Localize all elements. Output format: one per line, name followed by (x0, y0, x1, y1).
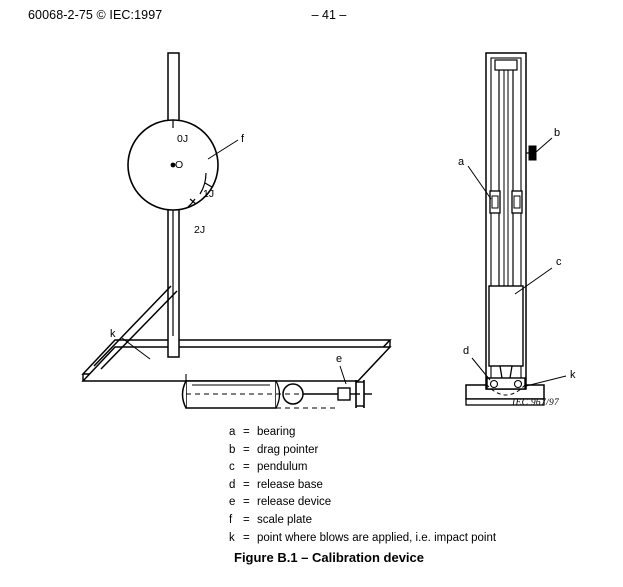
label-a: a (458, 156, 465, 168)
figure-illustration (0, 36, 623, 416)
figure-legend (229, 424, 496, 547)
pivot-mark: O (175, 159, 184, 171)
legend-key: f (229, 513, 233, 526)
legend-item (229, 442, 496, 460)
label-b: b (554, 127, 561, 139)
legend-item (229, 494, 496, 512)
label-k-left: k (110, 328, 116, 340)
legend-text: bearing (257, 426, 296, 438)
legend-key: c (229, 461, 235, 474)
scale-mark-2j: 2J (194, 224, 206, 236)
legend-item (229, 424, 496, 442)
page-header (0, 8, 623, 28)
legend-item (229, 530, 496, 548)
label-e: e (336, 353, 343, 365)
calibration-device-drawing (0, 36, 623, 416)
legend-equals: = (243, 443, 250, 456)
label-d: d (463, 345, 470, 357)
legend-key: a (229, 426, 236, 438)
label-f: f (241, 133, 245, 145)
header-page-number: – 41 – (311, 8, 347, 22)
legend-text: scale plate (257, 513, 312, 526)
legend-equals: = (243, 496, 250, 509)
header-standard-id: 60068-2-75 © IEC:1997 (28, 8, 163, 22)
legend-text: release base (257, 478, 323, 491)
legend-key: e (229, 496, 236, 509)
legend-equals: = (243, 531, 250, 544)
legend-equals: = (243, 478, 250, 491)
legend-text: pendulum (257, 461, 308, 474)
legend-equals: = (243, 461, 250, 474)
legend-text: release device (257, 496, 332, 509)
figure-caption: Figure B.1 – Calibration device (234, 550, 424, 565)
legend-equals: = (243, 426, 250, 438)
legend-key: d (229, 478, 236, 491)
legend-key: b (229, 443, 236, 456)
legend-key: k (229, 531, 235, 544)
legend-item (229, 459, 496, 477)
label-c: c (556, 256, 562, 268)
label-k-right: k (570, 369, 576, 381)
scale-mark-1j: 1J (203, 188, 215, 200)
legend-equals: = (243, 513, 250, 526)
scale-mark-0j: 0J (177, 133, 189, 145)
legend-item (229, 512, 496, 530)
legend-item (229, 477, 496, 495)
legend-text: drag pointer (257, 443, 319, 456)
iec-drawing-reference: IEC 967/97 (512, 398, 560, 408)
legend-text: point where blows are applied, i.e. impact point (257, 531, 497, 544)
